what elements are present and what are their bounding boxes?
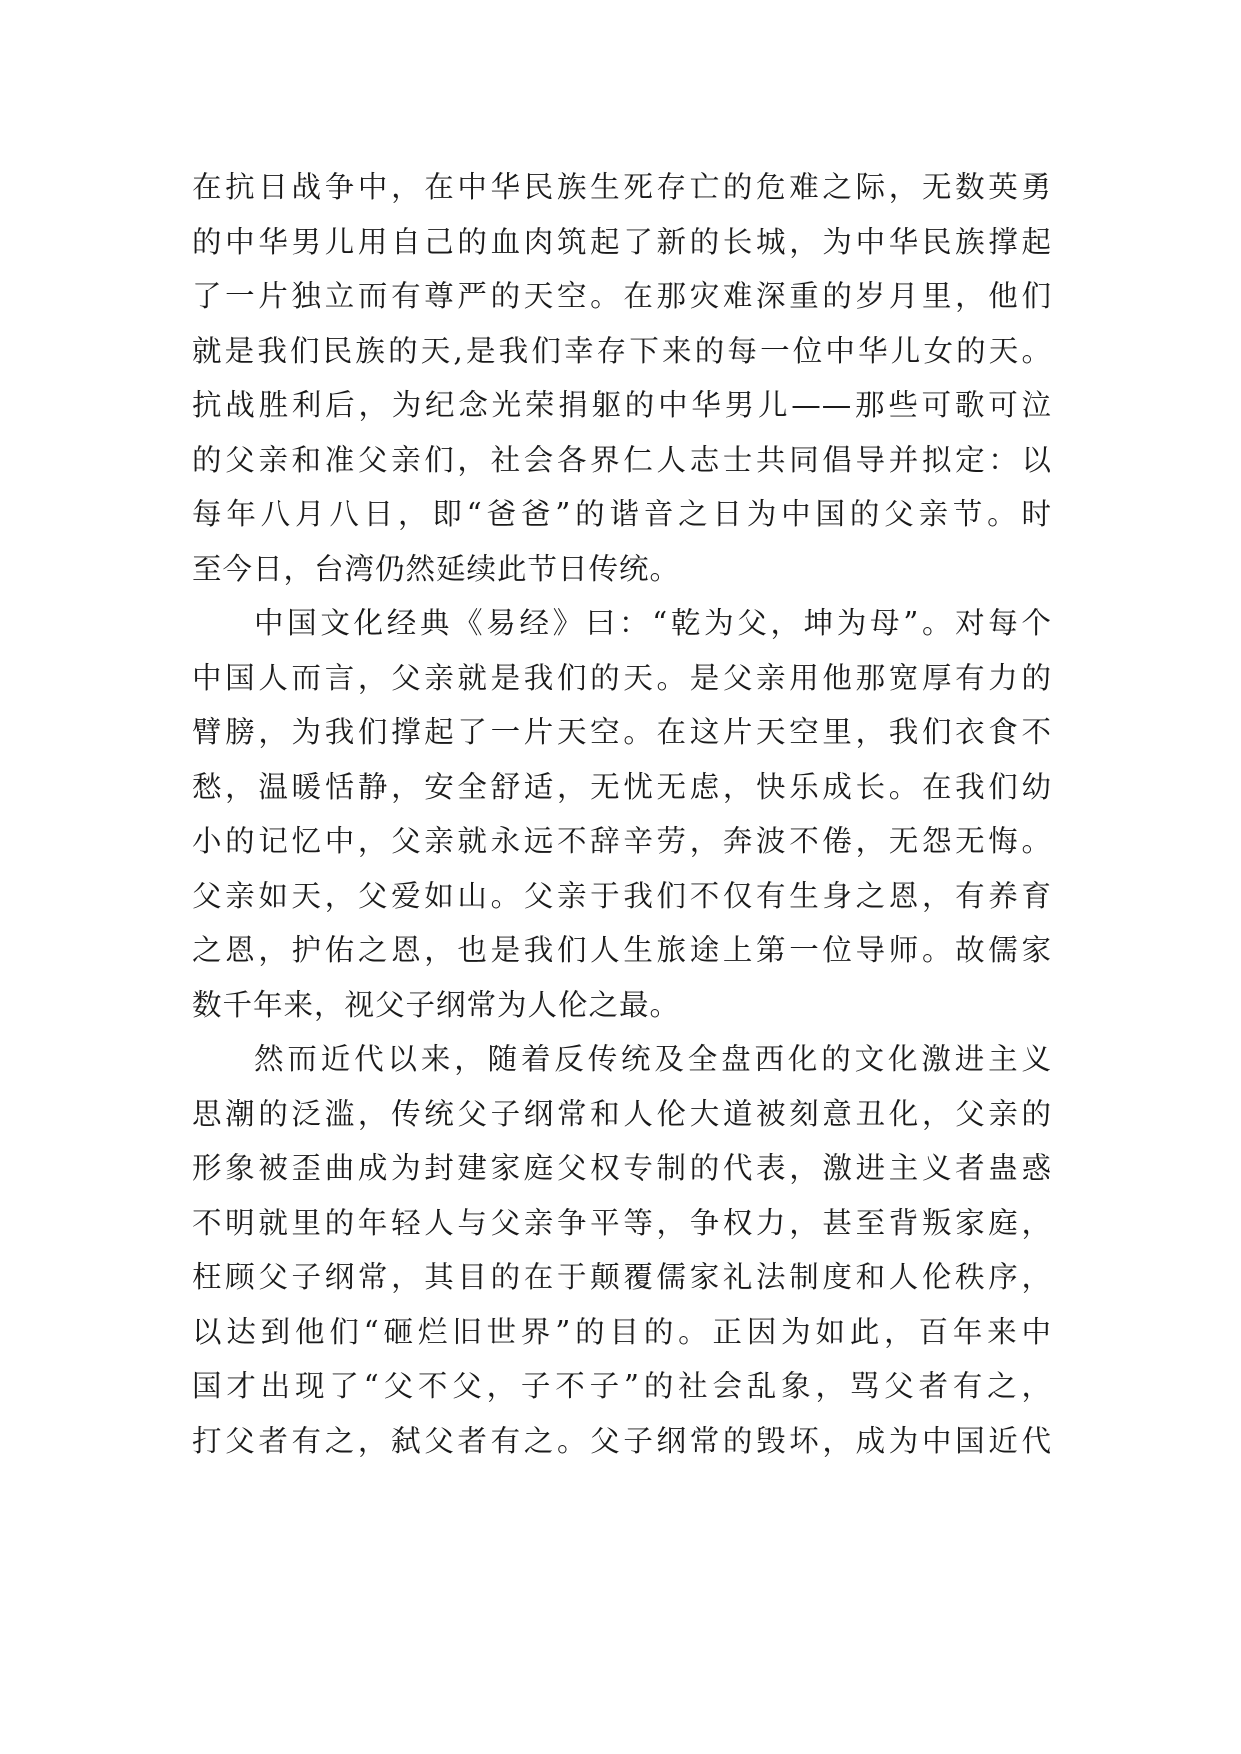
text-line: 枉顾父子纲常，其目的在于颠覆儒家礼法制度和人伦秩序， bbox=[192, 1260, 1052, 1294]
text-line: 至今日，台湾仍然延续此节日传统。 bbox=[192, 551, 681, 586]
text-line: 小的记忆中，父亲就永远不辞辛劳，奔波不倦，无怨无悔。 bbox=[192, 824, 1052, 858]
text-line: 然而近代以来，随着反传统及全盘西化的文化激进主义 bbox=[254, 1042, 1052, 1076]
text-line: 了一片独立而有尊严的天空。在那灾难深重的岁月里，他们 bbox=[192, 279, 1052, 313]
document-body bbox=[192, 160, 1052, 1468]
text-line: 父亲如天，父爱如山。父亲于我们不仅有生身之恩，有养育 bbox=[192, 878, 1052, 913]
text-line: 形象被歪曲成为封建家庭父权专制的代表，激进主义者蛊惑 bbox=[192, 1151, 1052, 1185]
text-line: 每年八月八日，即“爸爸”的谐音之日为中国的父亲节。时 bbox=[192, 497, 1052, 531]
text-line: 以达到他们“砸烂旧世界”的目的。正因为如此，百年来中 bbox=[192, 1314, 1052, 1349]
text-line: 思潮的泛滥，传统父子纲常和人伦大道被刻意丑化，父亲的 bbox=[192, 1096, 1052, 1131]
text-line: 愁，温暖恬静，安全舒适，无忧无虑，快乐成长。在我们幼 bbox=[192, 769, 1052, 804]
text-line: 中国文化经典《易经》曰：“乾为父，坤为母”。对每个 bbox=[254, 606, 1052, 640]
text-line: 就是我们民族的天,是我们幸存下来的每一位中华儿女的天。 bbox=[192, 333, 1052, 368]
text-line: 中国人而言，父亲就是我们的天。是父亲用他那宽厚有力的 bbox=[192, 660, 1052, 695]
text-line: 臂膀，为我们撑起了一片天空。在这片天空里，我们衣食不 bbox=[192, 715, 1052, 749]
text-line: 不明就里的年轻人与父亲争平等，争权力，甚至背叛家庭， bbox=[192, 1205, 1052, 1240]
text-line: 打父者有之，弑父者有之。父子纲常的毁坏，成为中国近代 bbox=[192, 1423, 1052, 1458]
text-line: 在抗日战争中，在中华民族生死存亡的危难之际，无数英勇 bbox=[192, 170, 1052, 204]
text-line: 数千年来，视父子纲常为人伦之最。 bbox=[192, 987, 681, 1022]
text-line: 的父亲和准父亲们，社会各界仁人志士共同倡导并拟定：以 bbox=[192, 442, 1052, 477]
text-line: 抗战胜利后，为纪念光荣捐躯的中华男儿——那些可歌可泣 bbox=[192, 388, 1052, 422]
text-line: 之恩，护佑之恩，也是我们人生旅途上第一位导师。故儒家 bbox=[192, 933, 1052, 967]
text-line: 国才出现了“父不父，子不子”的社会乱象，骂父者有之， bbox=[192, 1369, 1052, 1403]
text-line: 的中华男儿用自己的血肉筑起了新的长城，为中华民族撑起 bbox=[192, 224, 1052, 259]
